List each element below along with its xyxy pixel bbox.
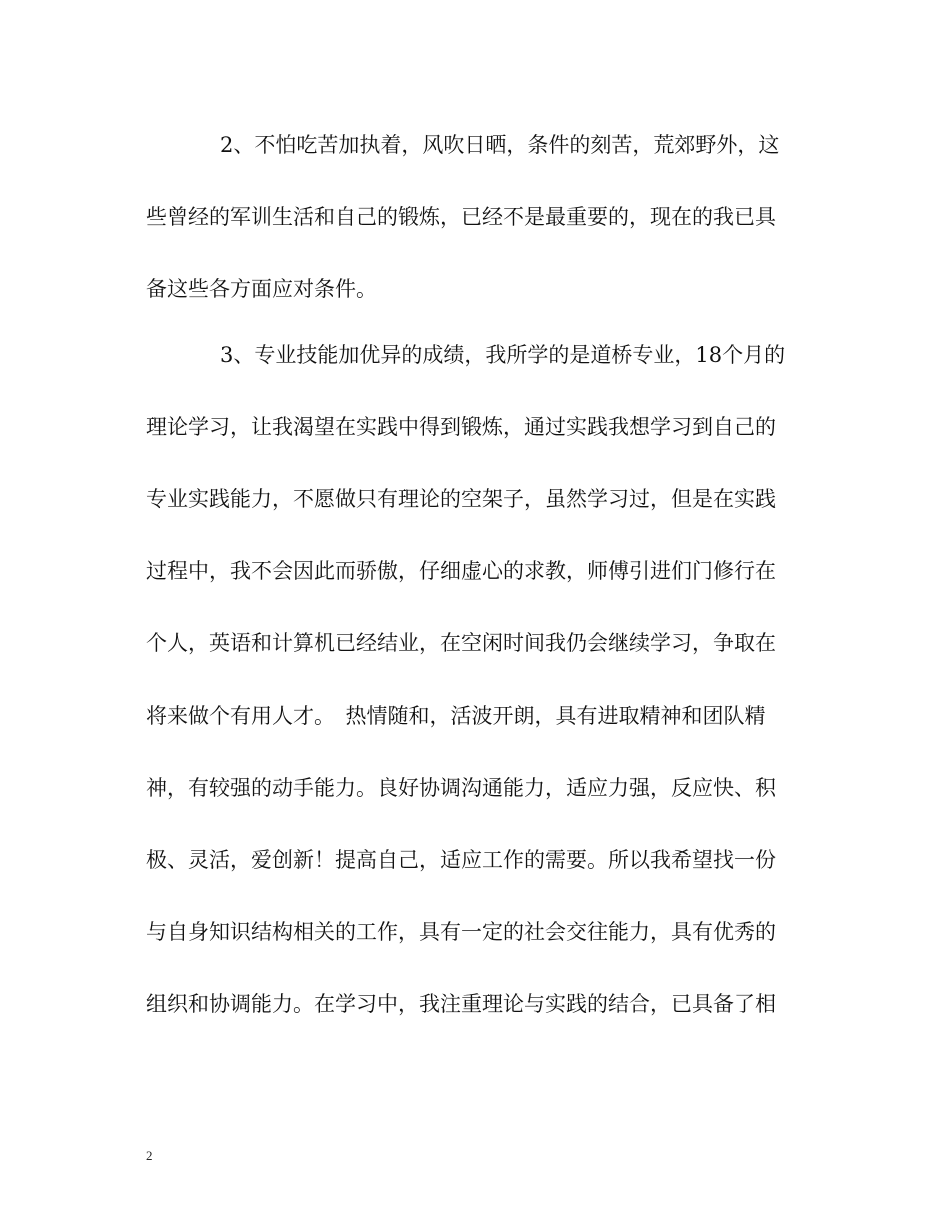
paragraph-2-line-2: 些曾经的军训生活和自己的锻炼，已经不是最重要的，现在的我已具 [146, 205, 776, 229]
paragraph-3-line-5: 个人，英语和计算机已经结业，在空闲时间我仍会继续学习，争取在 [146, 631, 776, 655]
paragraph-3-line-6: 将来做个有用人才。 热情随和，活波开朗，具有进取精神和团队精 [146, 704, 766, 728]
paragraph-3-line-1: 3、专业技能加优异的成绩，我所学的是道桥专业，18个月的 [220, 343, 786, 367]
paragraph-3-line-9: 与自身知识结构相关的工作，具有一定的社会交往能力，具有优秀的 [146, 920, 776, 944]
paragraph-3-line-8: 极、灵活，爱创新！提高自己，适应工作的需要。所以我希望找一份 [146, 848, 776, 872]
paragraph-3-line-2: 理论学习，让我渴望在实践中得到锻炼，通过实践我想学习到自己的 [146, 415, 776, 439]
paragraph-2-line-1: 2、不怕吃苦加执着，风吹日晒，条件的刻苦，荒郊野外，这 [220, 133, 780, 157]
paragraph-3-line-3: 专业实践能力，不愿做只有理论的空架子，虽然学习过，但是在实践 [146, 487, 776, 511]
paragraph-2-line-3: 备这些各方面应对条件。 [146, 277, 377, 301]
paragraph-3-line-4: 过程中，我不会因此而骄傲，仔细虚心的求教，师傅引进们门修行在 [146, 559, 776, 583]
paragraph-3-line-10: 组织和协调能力。在学习中，我注重理论与实践的结合，已具备了相 [146, 992, 776, 1016]
page-number: 2 [146, 1148, 153, 1163]
paragraph-3-line-7: 神，有较强的动手能力。良好协调沟通能力，适应力强，反应快、积 [146, 776, 776, 800]
